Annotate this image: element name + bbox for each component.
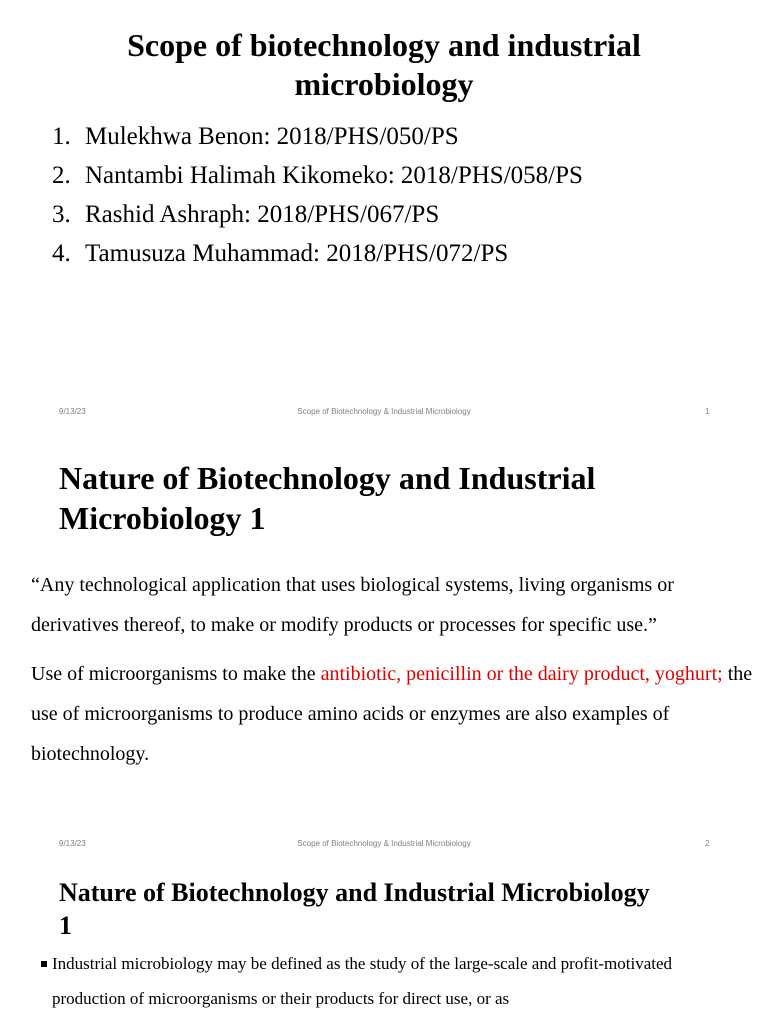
square-bullet-icon [41, 961, 47, 967]
slide-2-title: Nature of Biotechnology and Industrial Microbiology 1 [59, 460, 596, 536]
list-item [52, 197, 583, 236]
list-number: 2. [52, 162, 71, 189]
bullet-text: Industrial microbiology may be defined as the study of the large-scale and profit-motivated production of microorganisms or their products for direct use, or as [52, 954, 673, 1008]
examples-paragraph [31, 654, 761, 774]
footer-page-number: 1 [705, 407, 710, 416]
member-text: Tamusuza Muhammad: 2018/PHS/072/PS [85, 240, 509, 267]
paragraph-text: Use of microorganisms to make the [31, 663, 321, 685]
list-item [52, 236, 583, 275]
list-item [52, 158, 583, 197]
member-text: Nantambi Halimah Kikomeko: 2018/PHS/058/PS [85, 162, 583, 189]
footer-title: Scope of Biotechnology & Industrial Microbiology [297, 407, 471, 416]
footer-date: 9/13/23 [59, 407, 86, 416]
slide-footer [0, 839, 768, 853]
footer-title: Scope of Biotechnology & Industrial Microbiology [297, 839, 471, 848]
list-number: 3. [52, 201, 71, 228]
slide-3 [0, 864, 768, 1024]
slide-footer [0, 407, 768, 421]
footer-date: 9/13/23 [59, 839, 86, 848]
slide-2 [0, 432, 768, 864]
footer-page-number: 2 [705, 839, 710, 848]
member-list [52, 119, 583, 275]
highlighted-text: antibiotic, penicillin or the dairy product, yoghurt; [320, 663, 723, 685]
list-item [39, 946, 719, 1016]
member-text: Mulekhwa Benon: 2018/PHS/050/PS [85, 123, 459, 150]
slide-1-title: Scope of biotechnology and industrial microbiology [127, 27, 641, 102]
list-number: 1. [52, 123, 71, 150]
definition-quote: “Any technological application that uses biological systems, living organisms or derivatives thereof, to make or modify products or processes for specific use.” [31, 574, 674, 636]
slide-3-title: Nature of Biotechnology and Industrial Microbiology 1 [59, 878, 650, 940]
list-item [52, 119, 583, 158]
member-text: Rashid Ashraph: 2018/PHS/067/PS [85, 201, 440, 228]
paragraph-text: the use of microorganisms to produce amino acids or enzymes are also examples of biotechnology. [31, 663, 753, 765]
slide-1 [0, 0, 768, 432]
bullet-list [39, 946, 719, 1016]
list-number: 4. [52, 240, 71, 267]
